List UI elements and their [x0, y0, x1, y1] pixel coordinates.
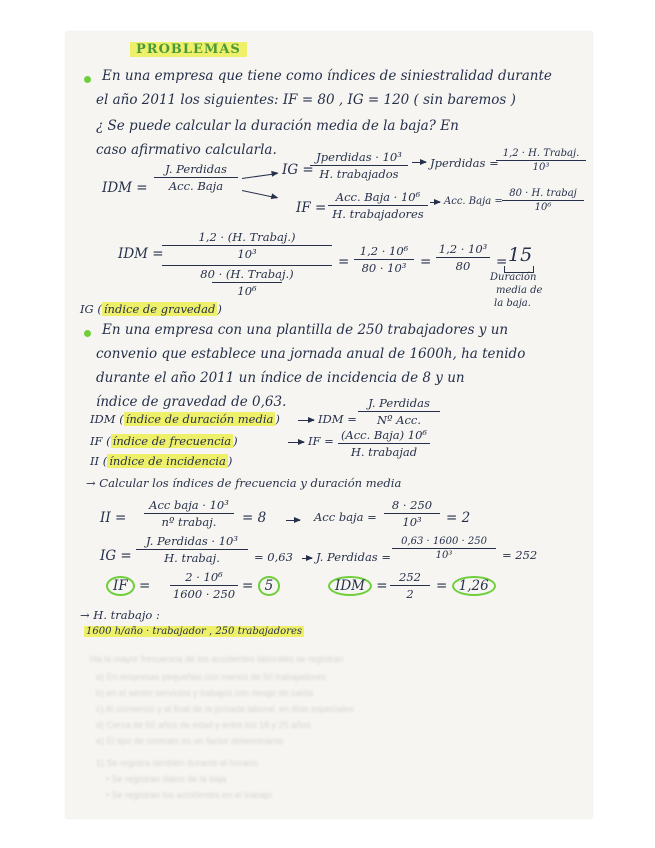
arrow [242, 173, 278, 179]
fraction-denominator: 2 [406, 587, 414, 601]
fraction-numerator: 1,2 · H. Trabaj. [502, 148, 580, 159]
fraction-denominator: 80 · 10³ [361, 261, 407, 275]
fraction-numerator: J. Perdidas [165, 162, 227, 176]
bleed-line: • Se registran datos de la baja [106, 774, 227, 784]
fraction-numerator: 0,63 · 1600 · 250 [401, 536, 487, 547]
result-if-value: 5 [258, 576, 281, 596]
fraction-numerator: 1,2 · 10³ [438, 242, 488, 256]
f1-if-label: IF = [296, 200, 327, 216]
fraction-denominator: H. trabajadores [332, 207, 424, 221]
fraction-numerator: 1,2 · 10⁶ [359, 244, 409, 258]
result-if-label: IF [106, 576, 135, 596]
if-highlight: índice de frecuencia [112, 434, 232, 448]
fraction-numerator: 1,2 · (H. Trabaj.) [198, 230, 296, 244]
fraction-numerator: 252 [399, 570, 421, 584]
calc1-ii-label: II = [100, 510, 127, 526]
if-formula-fraction [338, 428, 430, 459]
f1-idm-fraction [154, 162, 238, 193]
fraction-numerator: (Acc. Baja) 10⁶ [340, 428, 428, 442]
arrow [430, 202, 440, 203]
result-idm-value: 1,26 [452, 576, 496, 596]
bleed-line: • Se registran los accidentes en el trabajo [106, 790, 272, 800]
fraction-numerator: J. Perdidas [368, 396, 430, 410]
f1-ab-fraction [502, 188, 584, 213]
bleed-line: d) Cerca de 50 años de edad y entre los 18 y 25 años [96, 720, 311, 730]
result-idm-label: IDM [328, 576, 372, 596]
arrow [288, 442, 304, 443]
idm-suffix: ) [275, 412, 280, 426]
arrow [242, 190, 277, 198]
fraction-denominator: 10⁶ [237, 284, 257, 298]
ii-highlight: índice de incidencia [109, 454, 226, 468]
bullet-dot [84, 330, 91, 337]
calc1-fraction [144, 498, 234, 529]
calc1-ab-fraction [384, 498, 440, 529]
bleed-line: a) En empresas pequeñas con menos de 50 trabajadores [96, 672, 326, 682]
calc2-jp-label: J. Perdidas = [316, 550, 392, 564]
f1-idm-label: IDM = [102, 180, 148, 196]
bleed-line: Ha la mayor frecuencia de los accidentes laborales se registran [90, 654, 344, 664]
p1-line-3: ¿ Se puede calcular la duración media de la baja? En [96, 118, 459, 134]
idm-formula-fraction [358, 396, 440, 427]
p1-line-1: En una empresa que tiene como índices de siniestralidad durante [102, 68, 552, 84]
if-formula-label: IF = [308, 434, 334, 448]
arrow [302, 558, 312, 559]
f1-ab-label: Acc. Baja = [444, 196, 503, 207]
fraction-denominator: 10³ [435, 550, 453, 561]
ii-suffix: ) [227, 454, 233, 468]
fraction-denominator: 10³ [237, 247, 257, 261]
htrabajo-value [84, 626, 304, 637]
f1-if-fraction [328, 190, 428, 221]
equals-sign: = [242, 578, 254, 594]
calc-instruction: → Calcular los índices de frecuencia y duración media [86, 476, 402, 490]
idm-formula-label: IDM = [318, 412, 357, 426]
result-idm-fraction [390, 570, 430, 601]
f2-big-fraction [162, 230, 332, 298]
ig-prefix: IG ( [80, 302, 102, 316]
p2-line-4: índice de gravedad de 0,63. [96, 394, 287, 410]
bleed-line: e) El tipo de contrato es un factor determinante [96, 736, 284, 746]
f1-jp-label: Jperdidas = [430, 156, 499, 170]
fraction-denominator: 10³ [532, 162, 550, 173]
calc2-jp-result: = 252 [502, 548, 538, 562]
f2-r1-fraction [354, 244, 414, 275]
calc2-equals: = 0,63 [254, 550, 293, 564]
bullet-dot [84, 76, 91, 83]
f2-r2-fraction [436, 242, 490, 273]
calc1-ab-result: = 2 [446, 510, 471, 526]
fraction-numerator: Acc baja · 10³ [149, 498, 229, 512]
htrabajo-label: → H. trabajo : [80, 608, 160, 622]
result-if-fraction [170, 570, 238, 601]
if-prefix: IF ( [90, 434, 111, 448]
fraction-denominator: Nº Acc. [377, 413, 421, 427]
ii-definition [90, 454, 232, 468]
p2-line-1: En una empresa con una plantilla de 250 trabajadores y un [102, 322, 509, 338]
idm-definition [90, 412, 280, 426]
result-if-value-wrap [242, 578, 280, 594]
ig-suffix: ) [217, 302, 222, 316]
result-if [106, 578, 150, 594]
p1-line-4: caso afirmativo calcularla. [96, 142, 277, 158]
p1-line-2: el año 2011 los siguientes: IF = 80 , IG = 120 ( sin baremos ) [96, 92, 516, 108]
arrow [412, 162, 426, 163]
fraction-numerator: 80 · H. trabaj [509, 188, 577, 199]
equals-sign: = [338, 254, 350, 270]
f2-note-2: media de [496, 285, 543, 296]
f1-ig-fraction [310, 150, 408, 181]
if-suffix: ) [233, 434, 238, 448]
equals-sign: = [436, 578, 448, 594]
bleed-line: b) en el sector servicios y trabajos con riesgo de caída [96, 688, 314, 698]
calc2-ig-label: IG = [100, 548, 132, 564]
calc2-fraction [136, 534, 248, 565]
fraction-denominator: 10³ [402, 515, 422, 529]
fraction-numerator: 80 · (H. Trabaj.) [200, 267, 294, 281]
fraction-denominator: H. trabajad [350, 445, 418, 459]
fraction-denominator: 80 [455, 259, 471, 273]
fraction-numerator: J. Perdidas · 10³ [146, 534, 238, 548]
f1-ig-label: IG = [282, 162, 314, 178]
fraction-denominator: H. trabaj. [164, 551, 220, 565]
if-definition [90, 434, 238, 448]
f2-note-1: Duración [490, 272, 537, 283]
fraction-numerator: Acc. Baja · 10⁶ [335, 190, 421, 204]
ii-prefix: II ( [90, 454, 108, 468]
result-idm-value-wrap [436, 578, 496, 594]
fraction-numerator: Jperdidas · 10³ [316, 150, 402, 164]
f2-idm-label: IDM = [118, 246, 164, 262]
fraction-denominator: Acc. Baja [168, 179, 224, 193]
fraction-denominator: nº trabaj. [161, 515, 217, 529]
arrow [298, 420, 314, 421]
ig-definition [80, 302, 222, 316]
title-text: PROBLEMAS [130, 42, 247, 57]
idm-highlight: índice de duración media [125, 412, 274, 426]
idm-prefix: IDM ( [90, 412, 124, 426]
page-title [130, 42, 247, 57]
calc1-equals: = 8 [242, 510, 267, 526]
fraction-numerator: 2 · 10⁶ [185, 570, 223, 584]
result-idm [328, 578, 388, 594]
f2-result: 15 [508, 244, 533, 266]
htrabajo-highlight: 1600 h/año · trabajador , 250 trabajadores [86, 626, 303, 637]
equals-sign: = [139, 578, 151, 594]
notebook-page [66, 32, 592, 818]
f2-note-3: la baja. [494, 298, 531, 309]
ig-highlight: índice de gravedad [103, 302, 216, 316]
equals-sign: = [496, 254, 508, 270]
fraction-denominator: 10⁶ [534, 202, 552, 213]
p2-line-2: convenio que establece una jornada anual de 1600h, ha tenido [96, 346, 526, 362]
fraction-denominator: H. trabajados [319, 167, 399, 181]
equals-sign: = [376, 578, 388, 594]
p2-line-3: durante el año 2011 un índice de incidencia de 8 y un [96, 370, 465, 386]
fraction-numerator: 8 · 250 [391, 498, 433, 512]
bleed-line: c) Al comienzo y al final de la jornada laboral, en días especiales [96, 704, 354, 714]
calc2-jp-fraction [392, 536, 496, 561]
bleed-line: 1) Se registra también durante el horario [96, 758, 258, 768]
calc1-ab-label: Acc baja = [314, 510, 377, 524]
equals-sign: = [420, 254, 432, 270]
f1-jp-fraction [496, 148, 586, 173]
arrow [286, 520, 300, 521]
fraction-denominator: 1600 · 250 [172, 587, 236, 601]
